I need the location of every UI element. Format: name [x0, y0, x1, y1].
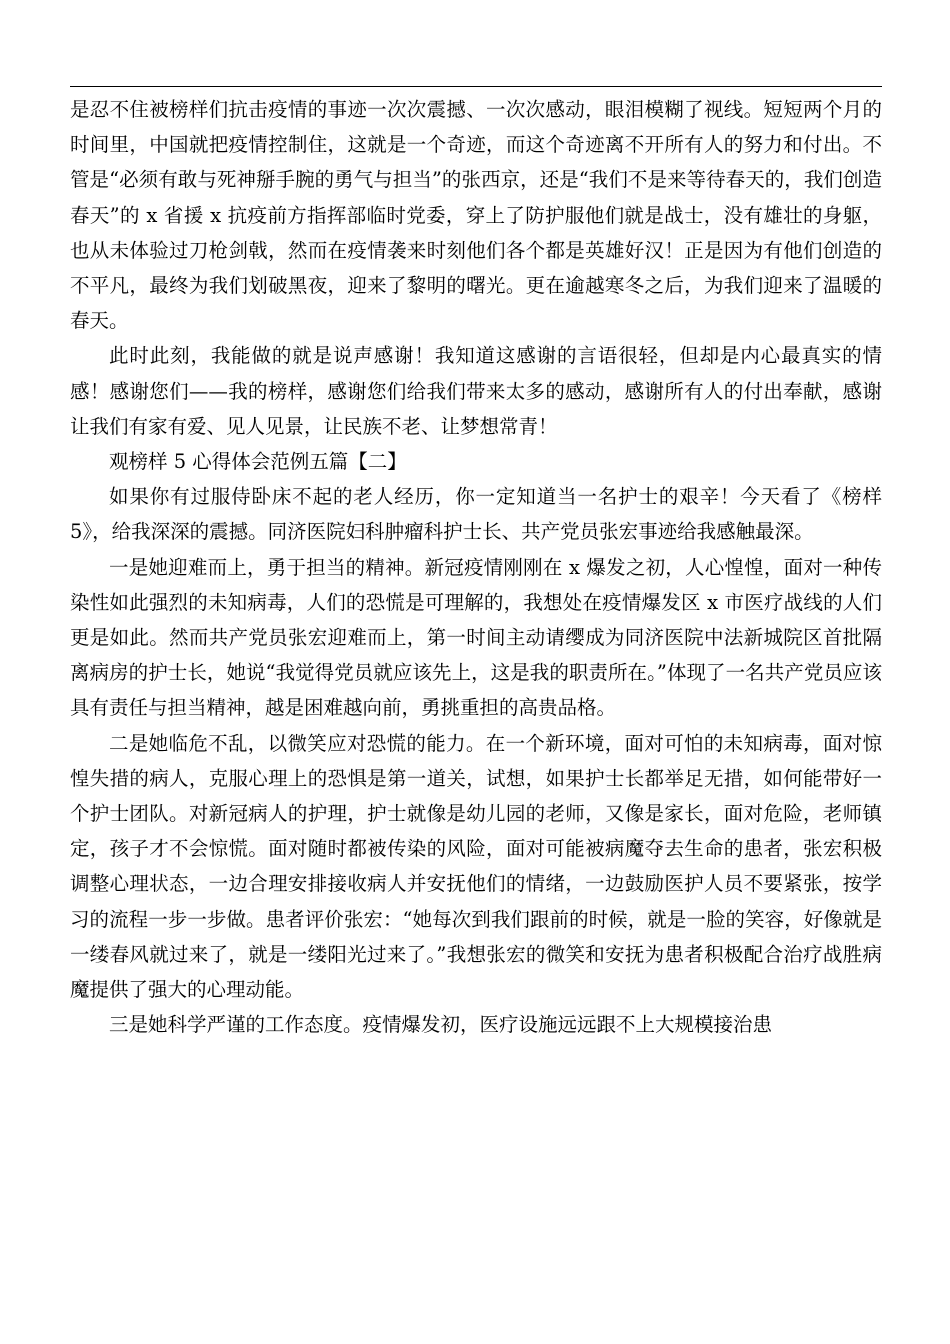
paragraph-point-one: 一是她迎难而上，勇于担当的精神。新冠疫情刚刚在 x 爆发之初，人心惶惶，面对一种传染性如此强烈的未知病毒，人们的恐慌是可理解的，我想处在疫情爆发区 x 市医疗战线的人们更是如此。然而共产党员张宏迎难而上，第一时间主动请缨成为同济医院中法新城院区首批隔离病房的护士长，她说“我觉得党员就应该先上，这是我的职责所在。”体现了一名共产党员应该具有责任与担当精神，越是困难越向前，勇挑重担的高贵品格。	[70, 555, 882, 720]
header-rule	[70, 86, 882, 87]
paragraph-thanks: 此时此刻，我能做的就是说声感谢！我知道这感谢的言语很轻，但却是内心最真实的情感！感谢您们——我的榜样，感谢您们给我们带来太多的感动，感谢所有人的付出奉献，感谢让我们有家有爱、见人见景，让民族不老、让梦想常青！	[70, 344, 882, 438]
section-heading: 观榜样 5 心得体会范例五篇【二】	[109, 450, 407, 474]
paragraph-point-three: 三是她科学严谨的工作态度。疫情爆发初，医疗设施远远跟不上大规模接治患	[109, 1013, 773, 1037]
paragraph-intro: 如果你有过服侍卧床不起的老人经历，你一定知道当一名护士的艰辛！今天看了《榜样 5》，给我深深的震撼。同济医院妇科肿瘤科护士长、共产党员张宏事迹给我感触最深。	[70, 485, 882, 544]
paragraph-point-two: 二是她临危不乱，以微笑应对恐慌的能力。在一个新环境，面对可怕的未知病毒，面对惊惶失措的病人，克服心理上的恐惧是第一道关，试想，如果护士长都举足无措，如何能带好一个护士团队。对新冠病人的护理，护士就像是幼儿园的老师，又像是家长，面对危险，老师镇定，孩子才不会惊慌。面对随时都被传染的风险，面对可能被病魔夺去生命的患者，张宏积极调整心理状态，一边合理安排接收病人并安抚他们的情绪，一边鼓励医护人员不要紧张，按学习的流程一步一步做。患者评价张宏：“她每次到我们跟前的时候，就是一脸的笑容，好像就是一缕春风就过来了，就是一缕阳光过来了。”我想张宏的微笑和安抚为患者积极配合治疗战胜病魔提供了强大的心理动能。	[70, 731, 882, 1002]
paragraph-continued: 是忍不住被榜样们抗击疫情的事迹一次次震撼、一次次感动，眼泪模糊了视线。短短两个月的时间里，中国就把疫情控制住，这就是一个奇迹，而这个奇迹离不开所有人的努力和付出。不管是“必须有敢与死神掰手腕的勇气与担当”的张西京，还是“我们不是来等待春天的，我们创造春天”的 x 省援 x 抗疫前方指挥部临时党委，穿上了防护服他们就是战士，没有雄壮的身躯，也从未体验过刀枪剑戟，然而在疫情袭来时刻他们各个都是英雄好汉！正是因为有他们创造的不平凡，最终为我们划破黑夜，迎来了黎明的曙光。更在逾越寒冬之后，为我们迎来了温暖的春天。	[70, 98, 882, 333]
document-body	[70, 92, 882, 1042]
